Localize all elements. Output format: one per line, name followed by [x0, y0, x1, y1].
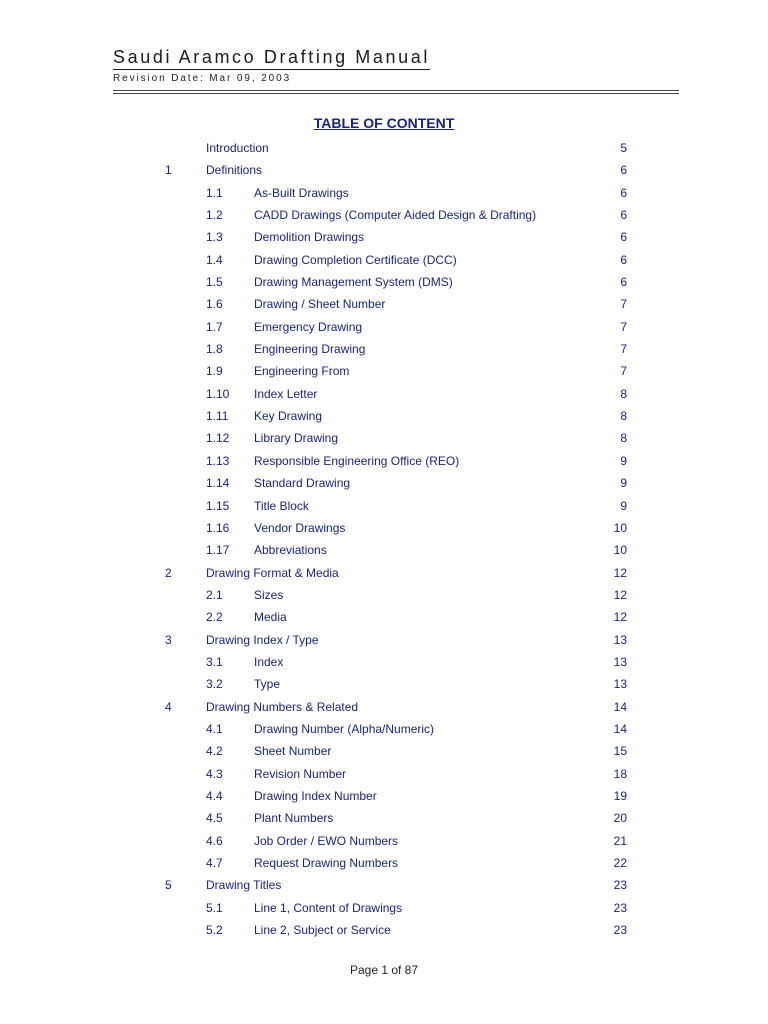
toc-subsection-row[interactable] — [0, 807, 768, 829]
toc-entry-label: Job Order / EWO Numbers — [254, 833, 399, 848]
toc-entry-label: Library Drawing — [254, 431, 339, 446]
revision-date: Revision Date: Mar 09, 2003 — [113, 73, 292, 84]
toc-subsection-row[interactable] — [0, 718, 768, 740]
header-rule-bottom — [113, 93, 679, 94]
toc-entry-number: 1.6 — [206, 297, 223, 312]
toc-entry-label: Abbreviations — [254, 543, 327, 558]
toc-entry-label: Introduction — [206, 141, 269, 155]
toc-entry-number: 4.2 — [206, 744, 223, 759]
toc-subsection-row[interactable] — [0, 763, 768, 785]
toc-entry-number: 4.7 — [206, 856, 223, 870]
toc-entry-number: 1.9 — [206, 364, 223, 379]
toc-entry-page: 6 — [620, 163, 627, 178]
toc-entry-number: 1.7 — [206, 319, 223, 334]
toc-entry-page: 7 — [620, 319, 627, 334]
toc-entry-number: 3.1 — [206, 654, 223, 669]
toc-section-row[interactable] — [0, 562, 768, 584]
table-of-contents — [0, 137, 768, 941]
toc-section-row[interactable] — [0, 874, 768, 896]
toc-entry-label: Sheet Number — [254, 744, 332, 759]
toc-entry-page: 6 — [620, 275, 627, 290]
toc-entry-number: 1.11 — [206, 409, 229, 424]
toc-entry-number: 4.1 — [206, 721, 223, 736]
toc-entry-page: 19 — [613, 788, 627, 803]
toc-subsection-row[interactable] — [0, 517, 768, 539]
toc-entry-page: 12 — [613, 610, 627, 625]
toc-section-row[interactable] — [0, 137, 768, 159]
toc-entry-number: 1.8 — [206, 342, 223, 357]
toc-entry-number: 1.15 — [206, 498, 230, 513]
toc-entry-number: 1.1 — [206, 185, 223, 200]
toc-entry-label: Index — [254, 654, 284, 669]
toc-entry-number: 4.6 — [206, 833, 223, 848]
toc-entry-number: 2.1 — [206, 587, 223, 602]
toc-entry-label: Emergency Drawing — [254, 319, 363, 334]
toc-entry-number: 1.4 — [206, 252, 223, 267]
toc-entry-number: 4.4 — [206, 788, 223, 803]
toc-entry-label: Sizes — [254, 587, 284, 602]
toc-entry-number: 1.14 — [206, 476, 230, 491]
toc-entry-page: 14 — [613, 721, 627, 736]
toc-entry-label: Drawing Management System (DMS) — [254, 275, 453, 290]
toc-entry-page: 7 — [620, 297, 627, 312]
toc-entry-number: 1.5 — [206, 275, 223, 290]
toc-entry-page: 6 — [620, 230, 627, 245]
toc-subsection-row[interactable] — [0, 338, 768, 360]
toc-entry-page: 15 — [613, 744, 627, 759]
toc-entry-label: Vendor Drawings — [254, 520, 346, 535]
toc-subsection-row[interactable] — [0, 450, 768, 472]
toc-entry-page: 13 — [613, 632, 627, 647]
toc-entry-number: 5 — [165, 878, 172, 893]
toc-section-row[interactable] — [0, 629, 768, 651]
toc-entry-number: 1.13 — [206, 453, 230, 468]
page-number: Page 1 of 87 — [349, 963, 419, 977]
toc-entry-number: 1.12 — [206, 431, 230, 446]
toc-entry-number: 1.3 — [206, 230, 223, 245]
toc-subsection-row[interactable] — [0, 584, 768, 606]
toc-entry-label: Drawing / Sheet Number — [254, 297, 386, 312]
toc-entry-number: 5.1 — [206, 900, 223, 915]
toc-entry-label: Drawing Titles — [206, 878, 282, 893]
toc-subsection-row[interactable] — [0, 495, 768, 517]
toc-entry-label: Request Drawing Numbers — [254, 856, 399, 870]
toc-subsection-row[interactable] — [0, 740, 768, 762]
toc-entry-page: 5 — [620, 141, 627, 155]
toc-entry-number: 2 — [165, 565, 172, 580]
toc-entry-page: 6 — [620, 252, 627, 267]
toc-entry-page: 7 — [620, 364, 627, 379]
toc-entry-label: Engineering Drawing — [254, 342, 366, 357]
toc-section-row[interactable] — [0, 159, 768, 181]
toc-entry-label: Drawing Format & Media — [206, 565, 339, 580]
toc-subsection-row[interactable] — [0, 472, 768, 494]
toc-entry-label: Drawing Number (Alpha/Numeric) — [254, 721, 435, 736]
toc-subsection-row[interactable] — [0, 897, 768, 919]
toc-subsection-row[interactable] — [0, 919, 768, 941]
toc-subsection-row[interactable] — [0, 852, 768, 874]
toc-heading: TABLE OF CONTENT — [313, 115, 455, 131]
toc-entry-label: Line 1, Content of Drawings — [254, 900, 403, 915]
toc-subsection-row[interactable] — [0, 204, 768, 226]
toc-entry-number: 3.2 — [206, 677, 223, 692]
toc-subsection-row[interactable] — [0, 785, 768, 807]
toc-entry-label: CADD Drawings (Computer Aided Design & Drafting) — [254, 208, 537, 223]
toc-entry-page: 23 — [613, 900, 627, 915]
toc-entry-number: 1.2 — [206, 208, 223, 223]
toc-entry-page: 12 — [613, 587, 627, 602]
toc-entry-label: Drawing Index Number — [254, 788, 377, 803]
toc-entry-label: Type — [254, 677, 281, 692]
toc-entry-page: 6 — [620, 185, 627, 200]
toc-entry-label: Media — [254, 610, 287, 625]
toc-entry-label: Revision Number — [254, 766, 347, 781]
toc-subsection-row[interactable] — [0, 673, 768, 695]
toc-subsection-row[interactable] — [0, 316, 768, 338]
toc-entry-label: Standard Drawing — [254, 476, 351, 491]
toc-entry-number: 1.17 — [206, 543, 230, 558]
toc-subsection-row[interactable] — [0, 651, 768, 673]
toc-entry-page: 8 — [620, 431, 627, 446]
toc-entry-label: Engineering From — [254, 364, 350, 379]
toc-entry-page: 13 — [613, 654, 627, 669]
toc-entry-page: 22 — [613, 856, 627, 870]
toc-entry-label: Drawing Index / Type — [206, 632, 319, 647]
toc-entry-page: 10 — [613, 543, 627, 558]
toc-subsection-row[interactable] — [0, 226, 768, 248]
toc-subsection-row[interactable] — [0, 182, 768, 204]
toc-entry-page: 10 — [613, 520, 627, 535]
toc-subsection-row[interactable] — [0, 405, 768, 427]
toc-entry-page: 20 — [613, 811, 627, 826]
toc-entry-label: Demolition Drawings — [254, 230, 365, 245]
toc-section-row[interactable] — [0, 696, 768, 718]
toc-entry-label: Responsible Engineering Office (REO) — [254, 453, 460, 468]
toc-entry-number: 1.16 — [206, 520, 230, 535]
toc-entry-label: Plant Numbers — [254, 811, 334, 826]
toc-entry-label: Drawing Completion Certificate (DCC) — [254, 252, 457, 267]
toc-entry-label: Definitions — [206, 163, 263, 178]
toc-entry-page: 23 — [613, 878, 627, 893]
toc-entry-number: 5.2 — [206, 923, 223, 938]
toc-entry-page: 9 — [620, 498, 627, 513]
toc-entry-label: Title Block — [254, 498, 309, 513]
toc-subsection-row[interactable] — [0, 271, 768, 293]
toc-entry-number: 3 — [165, 632, 172, 647]
toc-entry-page: 8 — [620, 409, 627, 424]
toc-entry-page: 9 — [620, 453, 627, 468]
toc-subsection-row[interactable] — [0, 360, 768, 382]
toc-entry-label: Key Drawing — [254, 409, 323, 424]
toc-subsection-row[interactable] — [0, 606, 768, 628]
toc-entry-page: 9 — [620, 476, 627, 491]
toc-entry-number: 4 — [165, 699, 172, 714]
toc-entry-page: 12 — [613, 565, 627, 580]
toc-subsection-row[interactable] — [0, 539, 768, 561]
toc-entry-page: 6 — [620, 208, 627, 223]
header-rule-top — [113, 90, 679, 91]
toc-entry-page: 13 — [613, 677, 627, 692]
toc-subsection-row[interactable] — [0, 249, 768, 271]
toc-entry-number: 2.2 — [206, 610, 223, 625]
toc-entry-number: 1.10 — [206, 386, 230, 401]
toc-entry-label: Drawing Numbers & Related — [206, 699, 359, 714]
toc-entry-number: 4.5 — [206, 811, 223, 826]
toc-subsection-row[interactable] — [0, 427, 768, 449]
toc-entry-number: 1 — [165, 163, 172, 178]
toc-entry-page: 8 — [620, 386, 627, 401]
document-title: Saudi Aramco Drafting Manual — [113, 46, 430, 70]
toc-entry-page: 23 — [613, 923, 627, 938]
toc-entry-label: As-Built Drawings — [254, 185, 349, 200]
toc-entry-page: 21 — [613, 833, 627, 848]
toc-entry-label: Index Letter — [254, 386, 318, 401]
toc-subsection-row[interactable] — [0, 293, 768, 315]
toc-subsection-row[interactable] — [0, 830, 768, 852]
document-header — [113, 46, 430, 84]
toc-subsection-row[interactable] — [0, 383, 768, 405]
toc-entry-page: 14 — [613, 699, 627, 714]
toc-entry-number: 4.3 — [206, 766, 223, 781]
toc-entry-page: 18 — [613, 766, 627, 781]
toc-entry-page: 7 — [620, 342, 627, 357]
toc-entry-label: Line 2, Subject or Service — [254, 923, 391, 938]
